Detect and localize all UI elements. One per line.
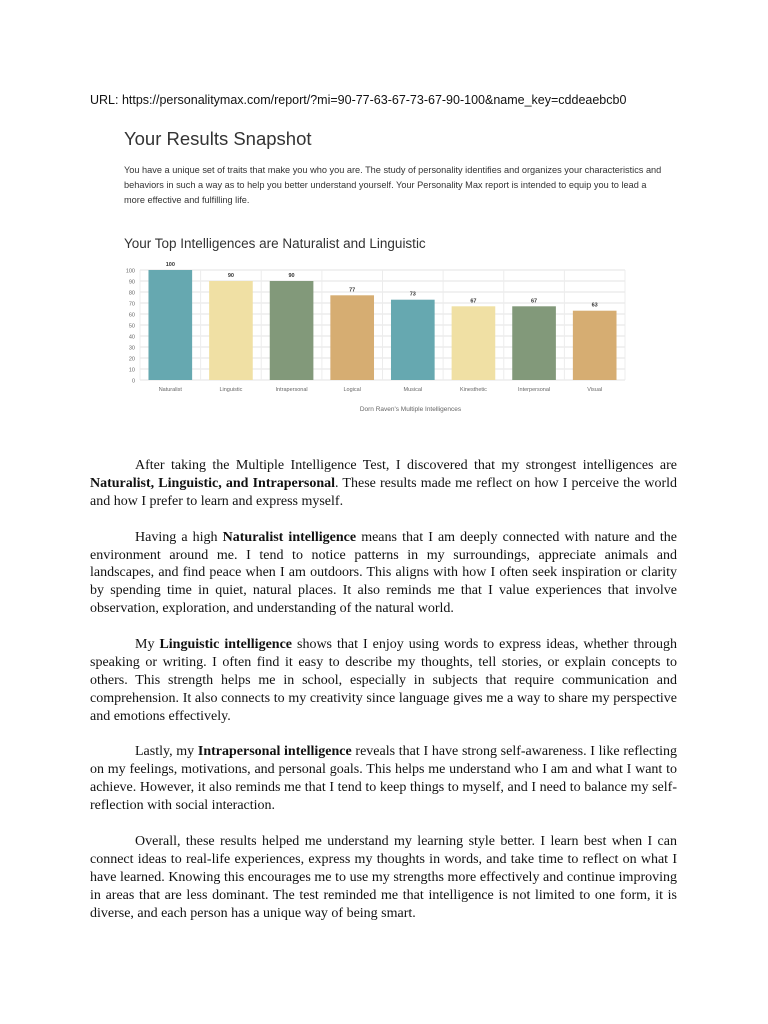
p2-text-a: Having a high bbox=[135, 529, 223, 545]
bar-value-label: 77 bbox=[349, 287, 356, 294]
x-tick-label: Linguistic bbox=[219, 387, 243, 393]
x-axis-label: Dorn Raven's Multiple Intelligences bbox=[359, 406, 462, 413]
bar bbox=[148, 270, 192, 380]
y-tick-label: 100 bbox=[125, 268, 135, 275]
x-tick-label: Interpersonal bbox=[518, 387, 551, 393]
p2-bold: Naturalist intelligence bbox=[222, 529, 357, 545]
url-line: URL: https://personalitymax.com/report/?mi=90-77-63-67-73-67-90-100&name_key=cddeaebcb0 bbox=[90, 93, 627, 107]
chart-title: Your Top Intelligences are Naturalist and Linguistic bbox=[124, 236, 426, 251]
p1-bold: Naturalist, Linguistic, and Intrapersonal bbox=[90, 475, 336, 491]
x-tick-label: Kinesthetic bbox=[459, 387, 487, 393]
x-tick-label: Visual bbox=[587, 387, 603, 393]
bar bbox=[391, 300, 435, 380]
p3-text-b: shows that I enjoy using words to express ideas, whether through speaking or writing. I often find it easy to describe my thoughts, tell stories, or explain concepts to others. This strength helps me in school, especially in subjects that require communication and comprehension. It also connects to my creativity since language gives me a way to share my perspective and emotions effectively. bbox=[90, 637, 678, 724]
paragraph-5 bbox=[90, 833, 677, 923]
snapshot-text: You have a unique set of traits that make you who you are. The study of personality identifies and organizes your characteristics and behaviors in such a way as to help you better understand yourself. Your Personality Max report is intended to equip you to lead a more effective and fulfilling life. bbox=[124, 165, 662, 205]
p4-text-b: reveals that I have strong self-awareness. I like reflecting on my feelings, motivations, and personal goals. This helps me understand who I am and what I want to achieve. However, it also reminds me that I tend to keep things to myself, and I need to balance my self-reflection with social interaction. bbox=[90, 744, 677, 814]
bar-value-label: 90 bbox=[288, 273, 295, 279]
y-tick-label: 50 bbox=[128, 323, 135, 330]
x-tick-label: Logical bbox=[343, 387, 361, 393]
p4-bold: Intrapersonal intelligence bbox=[197, 744, 352, 760]
p3-text-a: My bbox=[135, 637, 160, 653]
y-tick-label: 20 bbox=[128, 356, 135, 363]
y-tick-label: 0 bbox=[131, 378, 135, 385]
paragraph-1 bbox=[90, 457, 677, 511]
y-tick-label: 60 bbox=[128, 312, 135, 319]
x-tick-label: Intrapersonal bbox=[275, 387, 308, 393]
paragraph-4 bbox=[90, 743, 677, 815]
y-tick-label: 90 bbox=[128, 279, 135, 286]
bar bbox=[330, 295, 374, 380]
bar bbox=[452, 306, 496, 380]
bar bbox=[270, 281, 314, 380]
p2-text-b: means that I am deeply connected with nature and the environment around me. I tend to notice patterns in my surroundings, appreciate animals and landscapes, and find peace when I am outdoors. This aligns with how I often seek inspiration or clarity by spending time in quiet, natural places. It also reminds me that I value experiences that involve observation, exploration, and understanding of the natural world. bbox=[90, 529, 677, 617]
bar-value-label: 67 bbox=[470, 298, 477, 305]
x-tick-label: Naturalist bbox=[158, 387, 182, 393]
y-tick-label: 30 bbox=[128, 345, 135, 352]
bar bbox=[573, 311, 617, 380]
p1-text-a: After taking the Multiple Intelligence Test, I discovered that my strongest intelligences are bbox=[135, 458, 677, 473]
p3-bold: Linguistic intelligence bbox=[159, 637, 292, 653]
bar bbox=[512, 306, 556, 380]
intelligence-bar-chart bbox=[110, 258, 630, 418]
x-tick-label: Musical bbox=[403, 387, 423, 393]
results-snapshot bbox=[124, 128, 664, 208]
bar-value-label: 63 bbox=[591, 302, 598, 309]
bar-value-label: 90 bbox=[227, 273, 234, 279]
p1-text-b: . These results made me reflect on how I perceive the world and how I prefer to learn and express myself. bbox=[90, 475, 677, 509]
paragraph-2 bbox=[90, 529, 677, 619]
bar-value-label: 73 bbox=[409, 291, 416, 298]
y-tick-label: 80 bbox=[128, 290, 135, 297]
p4-text-a: Lastly, my bbox=[135, 744, 198, 760]
bar-value-label: 100 bbox=[165, 262, 175, 268]
bar-value-label: 67 bbox=[531, 298, 538, 305]
y-tick-label: 40 bbox=[128, 334, 135, 341]
y-tick-label: 70 bbox=[128, 301, 135, 308]
paragraph-3 bbox=[90, 636, 677, 726]
p5-text-a: Overall, these results helped me understand my learning style better. I learn best when I can connect ideas to real-life experiences, express my thoughts in words, and take time to reflect on what I have learned. Knowing this encourages me to use my strengths more effectively and continue improving in areas that are less dominant. The test reminded me that intelligence is not limited to one form, it is diverse, and each person has a unique way of being smart. bbox=[90, 833, 677, 921]
snapshot-title: Your Results Snapshot bbox=[124, 128, 312, 149]
bar bbox=[209, 281, 253, 380]
essay-body bbox=[90, 457, 677, 940]
y-tick-label: 10 bbox=[128, 367, 135, 374]
